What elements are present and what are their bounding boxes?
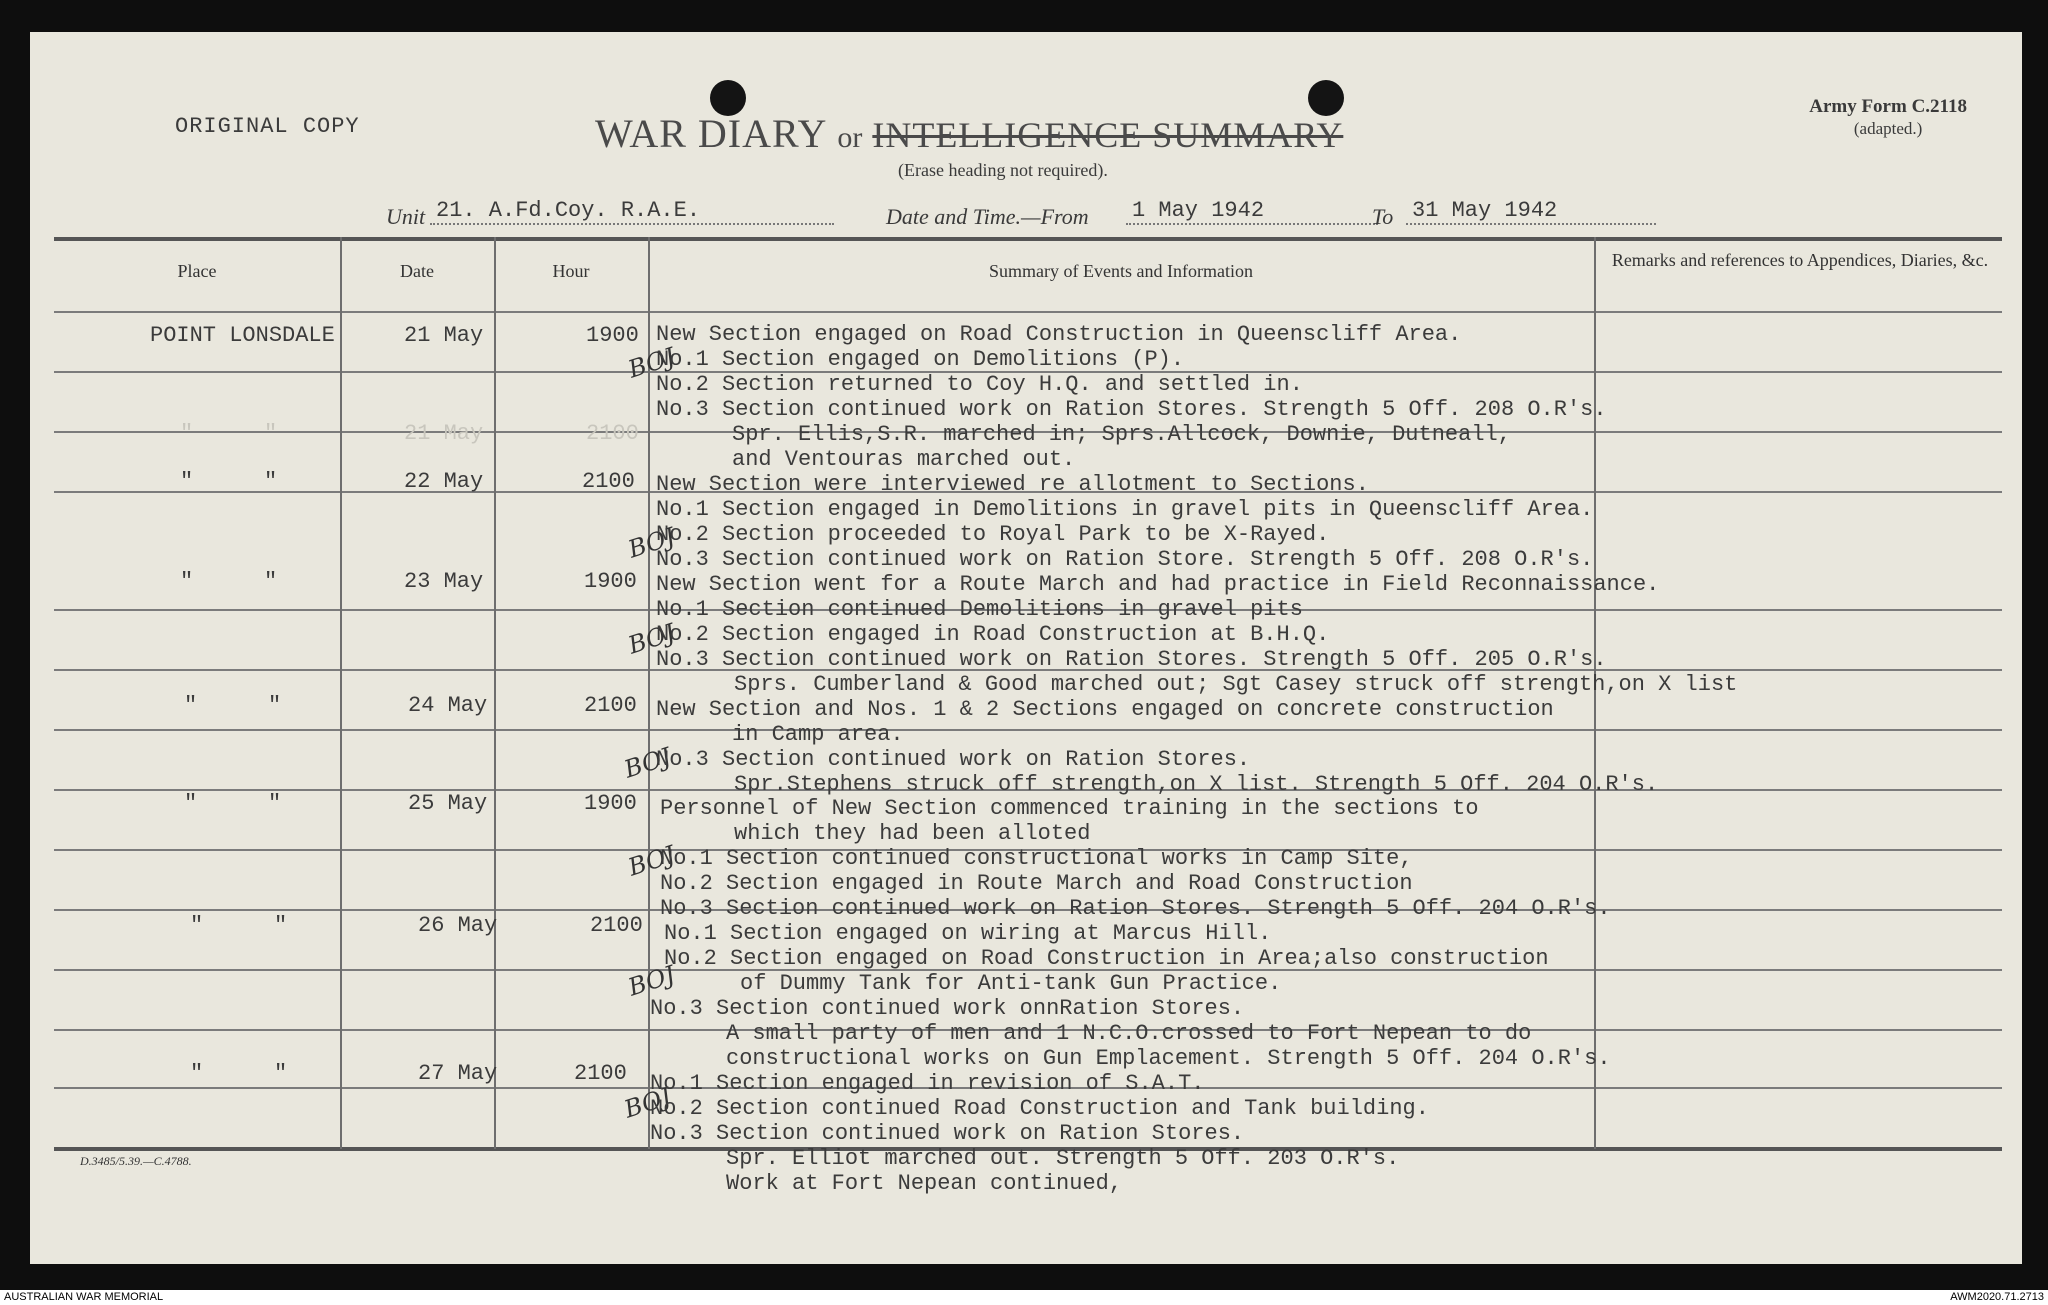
army-form-number (1809, 96, 1967, 140)
event-line: No.1 Section engaged on wiring at Marcus Hill. (664, 921, 1272, 946)
event-line: No.3 Section continued work onnRation Stores. (650, 996, 1245, 1021)
event-line: No.1 Section continued Demolitions in gravel pits (656, 597, 1303, 622)
hour-cell: 2100 (590, 913, 643, 938)
hour-cell: 2100 (584, 693, 637, 718)
erase-note: (Erase heading not required). (898, 160, 1108, 180)
date-cell: 21 May (404, 421, 484, 446)
event-line: No.3 Section continued work on Ration Stores. (650, 1121, 1245, 1146)
place-ditto: " (190, 913, 204, 938)
header-hour: Hour (552, 261, 590, 281)
hour-cell: 1900 (586, 323, 639, 348)
event-line: No.1 Section engaged in revision of S.A.T. (650, 1071, 1205, 1096)
printer-footnote: D.3485/5.39.—C.4788. (80, 1154, 192, 1168)
form-title (595, 110, 1343, 157)
handwritten-initials: BOJ (624, 840, 679, 882)
event-line: No.1 Section engaged in Demolitions in gravel pits in Queenscliff Area. (656, 497, 1594, 522)
place-ditto: " (268, 791, 282, 816)
event-line: Spr. Ellis,S.R. marched in; Sprs.Allcock, Downie, Dutneall, (732, 422, 1511, 447)
diary-page (30, 32, 2022, 1264)
handwritten-initials: BOJ (624, 618, 679, 660)
event-line: New Section engaged on Road Construction in Queenscliff Area. (656, 322, 1462, 347)
archive-reference: AWM2020.71.2713 (1950, 1291, 2044, 1303)
event-line: which they had been alloted (734, 821, 1091, 846)
event-line: New Section and Nos. 1 & 2 Sections engaged on concrete construction (656, 697, 1554, 722)
event-line: No.3 Section continued work on Ration Store. Strength 5 Off. 208 O.R's. (656, 547, 1594, 572)
event-line: New Section were interviewed re allotment to Sections. (656, 472, 1369, 497)
event-line: No.2 Section continued Road Construction and Tank building. (650, 1096, 1429, 1121)
place-ditto: " (190, 1061, 204, 1086)
handwritten-initials: BOJ (624, 960, 679, 1002)
header-remarks: Remarks and references to Appendices, Diaries, &c. (1611, 250, 1989, 270)
event-line: No.2 Section returned to Coy H.Q. and settled in. (656, 372, 1303, 397)
place-cell: POINT LONSDALE (150, 323, 335, 348)
date-from-field: 1 May 1942 (1126, 198, 1378, 225)
event-line: No.3 Section continued work on Ration Stores. (656, 747, 1251, 772)
event-line: No.2 Section proceeded to Royal Park to be X-Rayed. (656, 522, 1330, 547)
event-line: No.1 Section engaged on Demolitions (P). (656, 347, 1185, 372)
event-line: No.3 Section continued work on Ration Stores. Strength 5 Off. 204 O.R's. (660, 896, 1611, 921)
event-line: No.2 Section engaged on Road Construction in Area;also construction (664, 946, 1549, 971)
event-line: No.1 Section continued constructional works in Camp Site, (660, 846, 1413, 871)
event-line: Personnel of New Section commenced training in the sections to (660, 796, 1479, 821)
header-place: Place (177, 261, 217, 281)
handwritten-initials: BOJ (620, 1082, 675, 1124)
date-cell: 23 May (404, 569, 484, 594)
army-form-sub: (adapted.) (1853, 119, 1923, 138)
place-ditto: " (264, 421, 278, 446)
unit-label: Unit (386, 204, 426, 229)
title-or: or (837, 121, 863, 154)
hour-cell: 2100 (586, 421, 639, 446)
date-cell: 27 May (418, 1061, 498, 1086)
date-cell: 26 May (418, 913, 498, 938)
place-ditto: " (180, 569, 194, 594)
title-struck-heading: INTELLIGENCE SUMMARY (872, 115, 1344, 155)
place-ditto: " (264, 469, 278, 494)
title-war-diary: WAR DIARY (595, 111, 828, 156)
hour-cell: 1900 (584, 569, 637, 594)
hour-cell: 1900 (584, 791, 637, 816)
place-ditto: " (180, 421, 194, 446)
date-to-field: 31 May 1942 (1406, 198, 1656, 225)
event-line: Sprs. Cumberland & Good marched out; Sgt Casey struck off strength,on X list (734, 672, 1738, 697)
event-line: A small party of men and 1 N.C.O.crossed to Fort Nepean to do (726, 1021, 1532, 1046)
original-copy-stamp: ORIGINAL COPY (175, 114, 360, 139)
event-line: No.2 Section engaged in Route March and Road Construction (660, 871, 1413, 896)
place-ditto: " (180, 469, 194, 494)
place-ditto: " (184, 791, 198, 816)
to-label: To (1372, 204, 1394, 229)
date-label: Date and Time.—From (886, 204, 1089, 229)
place-ditto: " (274, 913, 288, 938)
event-line: in Camp area. (732, 722, 904, 747)
event-line: No.3 Section continued work on Ration Stores. Strength 5 Off. 205 O.R's. (656, 647, 1607, 672)
handwritten-initials: BOJ (624, 342, 679, 384)
date-cell: 24 May (408, 693, 488, 718)
event-line: No.2 Section engaged in Road Construction at B.H.Q. (656, 622, 1330, 647)
event-line: New Section went for a Route March and had practice in Field Reconnaissance. (656, 572, 1660, 597)
hour-cell: 2100 (582, 469, 635, 494)
date-cell: 21 May (404, 323, 484, 348)
column-rule (494, 237, 496, 1149)
header-date: Date (400, 261, 434, 281)
column-rule (340, 237, 342, 1149)
date-cell: 22 May (404, 469, 484, 494)
event-line: No.3 Section continued work on Ration Stores. Strength 5 Off. 208 O.R's. (656, 397, 1607, 422)
archive-name: AUSTRALIAN WAR MEMORIAL (4, 1291, 164, 1303)
place-ditto: " (268, 693, 282, 718)
event-line: Work at Fort Nepean continued, (726, 1171, 1123, 1196)
header-summary: Summary of Events and Information (989, 261, 1253, 281)
event-line: of Dummy Tank for Anti-tank Gun Practice. (740, 971, 1282, 996)
place-ditto: " (184, 693, 198, 718)
date-cell: 25 May (408, 791, 488, 816)
table-rule (54, 311, 2002, 313)
table-rule (54, 237, 2002, 241)
hour-cell: 2100 (574, 1061, 627, 1086)
handwritten-initials: BOJ (624, 522, 679, 564)
unit-field: 21. A.Fd.Coy. R.A.E. (430, 198, 834, 225)
army-form-label: Army Form C.2118 (1809, 96, 1967, 117)
handwritten-initials: BOJ (620, 742, 675, 784)
table-rule (54, 729, 2002, 731)
event-line: constructional works on Gun Emplacement. Strength 5 Off. 204 O.R's. (726, 1046, 1611, 1071)
place-ditto: " (274, 1061, 288, 1086)
place-ditto: " (264, 569, 278, 594)
event-line: Spr. Elliot marched out. Strength 5 Off. 203 O.R's. (726, 1146, 1400, 1171)
event-line: and Ventouras marched out. (732, 447, 1076, 472)
event-line: Spr.Stephens struck off strength,on X list. Strength 5 Off. 204 O.R's. (734, 772, 1659, 797)
archive-caption-bar (0, 1290, 2048, 1305)
